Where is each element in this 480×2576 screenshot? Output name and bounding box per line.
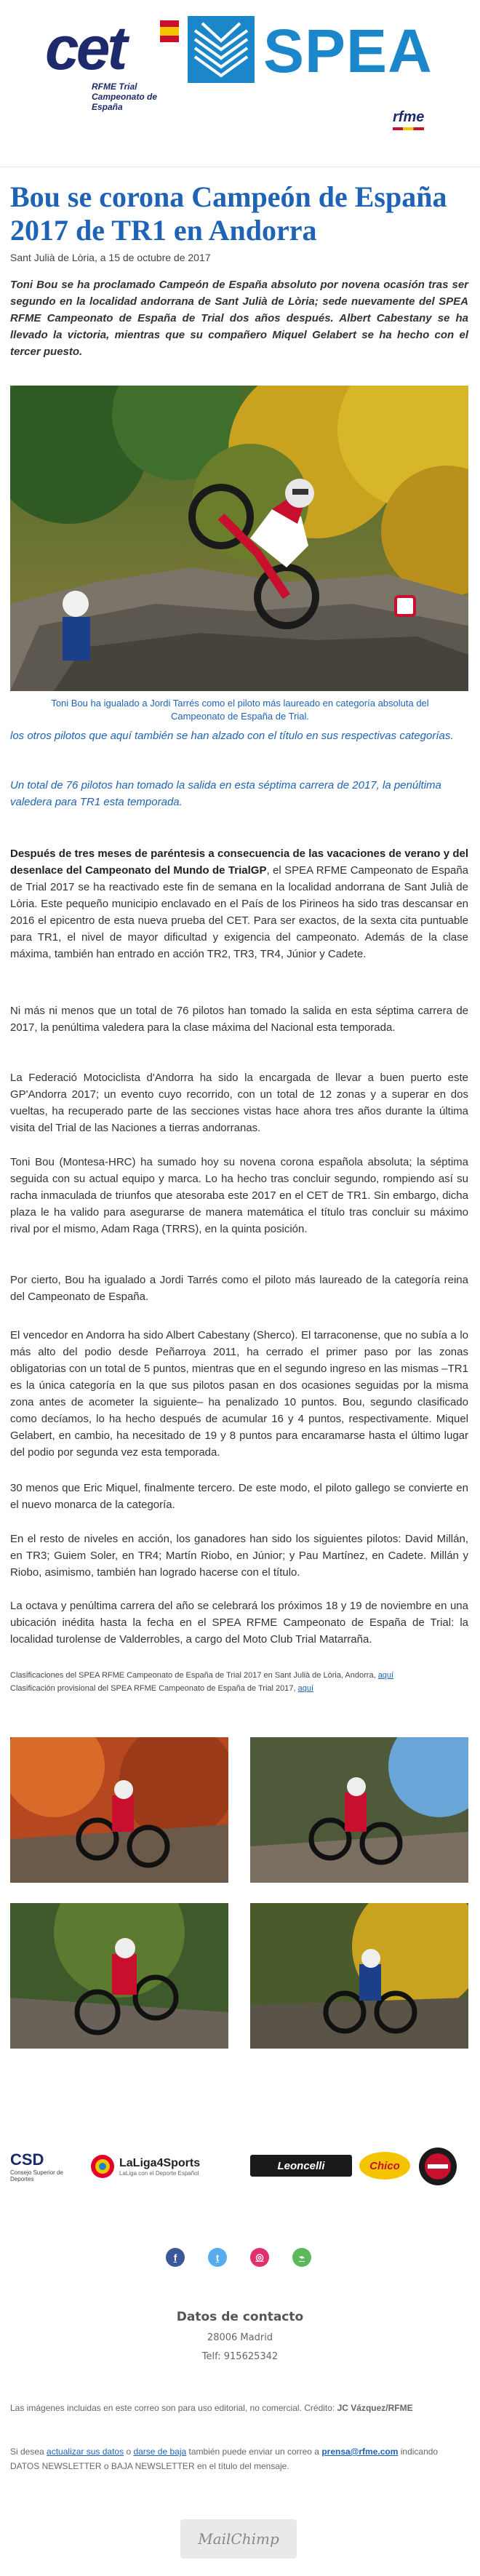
paragraph-1 xyxy=(10,845,468,962)
cet-logo-subtitle xyxy=(92,81,183,112)
facebook-icon[interactable]: f xyxy=(166,2248,185,2267)
image-credits xyxy=(10,2401,468,2415)
note-2 xyxy=(10,1682,468,1695)
cet-logo-word: cet xyxy=(45,14,125,82)
paragraph-6: El vencedor en Andorra ha sido Albert Cabestany (Sherco). El tarraconense, que no subía a lo más alto del podio desde Peñarroya 2011, ha cerrado el primer paso por las zonas obligatorias con un total de 5 puntos, mientras que en el segundo ingreso en las mismas –TR1 es la única categoría en la que sus pilotos pasan en dos ocasiones seguidas por la misma zona antes de acometer la siguiente– ha penalizado 10 puntos. Bou, segundo clasificado como decíamos, lo ha hecho después de acumular 16 y 4 puntos, respectivamente. Miquel Gelabert, en cambio, ha necesitado de 19 y 8 puntos para encaramarse hasta el último lugar del podio por segunda vez esta temporada. xyxy=(10,1329,468,1459)
sponsor-leoncelli[interactable]: Leoncelli xyxy=(250,2155,352,2177)
subscription-info xyxy=(10,2444,468,2473)
paragraph-8: En el resto de niveles en acción, los ganadores han sido los siguientes pilotos: David Millán, en TR3; Guiem Soler, en TR4; Martín Riobo, en Júnior; y Pau Martínez, en Cadete. Millán y Riobo, asimismo, también han logrado hacerse con el título. xyxy=(10,1533,468,1579)
gallery-photo-4[interactable] xyxy=(250,1903,468,2049)
paragraph-3: La Federació Motociclista d'Andorra ha sido la encargada de llevar a buen puerto este GP'Andorra 2017; un evento cuyo recorrido, con un total de 12 zonas y a superar en dos vueltas, ha recuperado parte de las secciones vistas hace ahora tres años durante la última visita del Trial de las Naciones a tierras andorranas. xyxy=(10,1072,468,1134)
paragraph-1-bold: Después de tres meses de paréntesis a consecuencia de las vacaciones de verano y del desenlace del Campeonato del Mundo de TrialGP xyxy=(10,848,468,877)
hero-photo-art xyxy=(10,386,468,691)
provisional-results-link[interactable]: aquí xyxy=(297,1684,314,1693)
web-link-icon[interactable]: ⌁ xyxy=(292,2248,311,2267)
credits-label: Crédito: xyxy=(304,2403,337,2413)
subscription-text-1: Si desea xyxy=(10,2447,47,2457)
note-2-text: Clasificación provisional del SPEA RFME Campeonato de España de Trial 2017, xyxy=(10,1684,298,1693)
sponsors-bar xyxy=(10,2139,468,2197)
cet-sub-line-2: Campeonato de España xyxy=(92,92,158,112)
gallery-photo-3-art xyxy=(10,1903,228,2049)
credits-text: Las imágenes incluidas en este correo son para uso editorial, no comercial. xyxy=(10,2403,305,2413)
gallery-photo-4-art xyxy=(250,1903,468,2049)
article-lead: Toni Bou se ha proclamado Campeón de España absoluto por novena ocasión tras ser segundo en la localidad andorrana de Sant Julià de Lòria; sede nuevamente del SPEA RFME Campeonato de España de Trial dos años después. Albert Cabestany se ha llevado la victoria, mientras que su compañero Miquel Gelabert se ha hecho con el tercer puesto. xyxy=(10,279,468,358)
note-1 xyxy=(10,1669,468,1682)
sponsor-chico[interactable]: Chico xyxy=(359,2152,410,2180)
sponsor-csd[interactable] xyxy=(10,2146,83,2187)
spea-logo xyxy=(188,16,449,86)
article-date: Sant Julià de Lòria, a 15 de octubre de 2017 xyxy=(10,252,211,263)
paragraph-4: Toni Bou (Montesa-HRC) ha sumado hoy su novena corona española absoluta; la séptima seguida con su actual equipo y marca. Lo ha hecho tras concluir segundo, rompiendo así su racha inmaculada de triunfos que atesoraba este 2017 en el CET de TR1. Sin embargo, dicha plaza le ha valido para asegurarse de manera matemática el título tras concluir su máximo rival por el mismo, Adam Raga (TRRS), en la quinta posición. xyxy=(10,1156,468,1235)
results-link[interactable]: aquí xyxy=(377,1671,394,1680)
article-title: Bou se corona Campeón de España 2017 de TR1 en Andorra xyxy=(10,180,447,247)
sponsor-csd-logo: CSD xyxy=(10,2150,44,2169)
update-profile-link[interactable]: actualizar sus datos xyxy=(47,2447,124,2457)
sponsor-extra[interactable] xyxy=(417,2146,458,2187)
highlight-2: Un total de 76 pilotos han tomado la salida en esta séptima carrera de 2017, la penúltima valedera para TR1 esta temporada. xyxy=(10,779,441,808)
hero-photo xyxy=(10,386,468,691)
contact-title: Datos de contacto xyxy=(176,2310,304,2324)
gallery-photo-1-art xyxy=(10,1737,228,1883)
spea-emblem-icon xyxy=(188,16,255,83)
note-1-text: Clasificaciones del SPEA RFME Campeonato de España de Trial 2017 en Sant Julià de Lòria, Andorra, xyxy=(10,1671,378,1680)
spea-logo-word: SPEA xyxy=(263,17,433,85)
credits-name: JC Vázquez/RFME xyxy=(337,2403,413,2413)
instagram-icon[interactable]: ◎ xyxy=(250,2248,269,2267)
highlight-1: los otros pilotos que aquí también se han alzado con el título en sus respectivas categorías. xyxy=(10,730,454,742)
laliga-badge-icon xyxy=(90,2154,115,2179)
header xyxy=(0,0,480,167)
spain-flag-icon xyxy=(160,20,179,42)
cet-sub-line-1: RFME Trial xyxy=(92,81,137,92)
subscription-text-4: indicando DATOS NEWSLETTER o BAJA NEWSLETTER en el título del mensaje. xyxy=(10,2447,439,2471)
gallery-photo-1[interactable] xyxy=(10,1737,228,1883)
contact-phone: Telf: 915625342 xyxy=(201,2351,279,2362)
press-email-link[interactable]: prensa@rfme.com xyxy=(321,2447,399,2457)
cet-logo xyxy=(45,14,183,112)
sponsor-laliga[interactable] xyxy=(90,2146,243,2187)
gallery-photo-3[interactable] xyxy=(10,1903,228,2049)
paragraph-2: Ni más ni menos que un total de 76 pilotos han tomado la salida en esta séptima carrera de 2017, la penúltima valedera para la clase máxima del Nacional esta temporada. xyxy=(10,1005,468,1034)
subscription-text-2: o xyxy=(124,2447,134,2457)
gallery-photo-2[interactable] xyxy=(250,1737,468,1883)
paragraph-7: 30 menos que Eric Miquel, finalmente tercero. De este modo, el piloto gallego se convierte en el nuevo monarca de la categoría. xyxy=(10,1482,468,1511)
sponsor-extra-badge-icon xyxy=(417,2146,458,2187)
sponsor-laliga-logo: LaLiga4Sports xyxy=(119,2156,201,2169)
unsubscribe-link[interactable]: darse de baja xyxy=(133,2447,187,2457)
paragraph-9: La octava y penúltima carrera del año se celebrará los próximos 18 y 19 de noviembre en una ubicación inédita hasta la fecha en el SPEA RFME Campeonato de España de Trial: la localidad turolense de Valderrobles, a cargo del Moto Club Trial Matarraña. xyxy=(10,1600,468,1646)
paragraph-5: Por cierto, Bou ha igualado a Jordi Tarrés como el piloto más laureado de la categoría reina del Campeonato de España. xyxy=(10,1274,468,1303)
gallery-photo-2-art xyxy=(250,1737,468,1883)
sponsor-laliga-text xyxy=(119,2157,200,2177)
contact-city: 28006 Madrid xyxy=(207,2332,273,2343)
hero-caption: Toni Bou ha igualado a Jordi Tarrés como el piloto más laureado en categoría absoluta del Campeonato de España de Trial. xyxy=(51,698,429,722)
sponsor-laliga-sub: LaLiga con el Deporte Español xyxy=(119,2169,199,2177)
paragraph-1-rest: , el SPEA RFME Campeonato de España de Trial 2017 se ha reactivado este fin de semana en la localidad andorrana de Sant Julià de Lòria. Este pequeño municipio enclavado en el País de los Pirineos ha sido tras descansar en 2016 el epicentro de esta nueva prueba del CET. Para ser exactos, de la sexta cita puntuable para TR1, el nivel de mayor dificultad y exigencia del campeonato. Además de la clase máxima, también han entrado en acción TR2, TR3, TR4, Júnior y Cadete. xyxy=(10,864,468,960)
twitter-icon[interactable]: t xyxy=(208,2248,227,2267)
results-notes xyxy=(10,1669,468,1695)
rfme-logo: rfme xyxy=(393,109,425,125)
mailchimp-badge[interactable]: MailChimp xyxy=(180,2519,297,2559)
subscription-text-3: también puede enviar un correo a xyxy=(186,2447,322,2457)
sponsor-csd-sub: Consejo Superior de Deportes xyxy=(10,2169,63,2182)
